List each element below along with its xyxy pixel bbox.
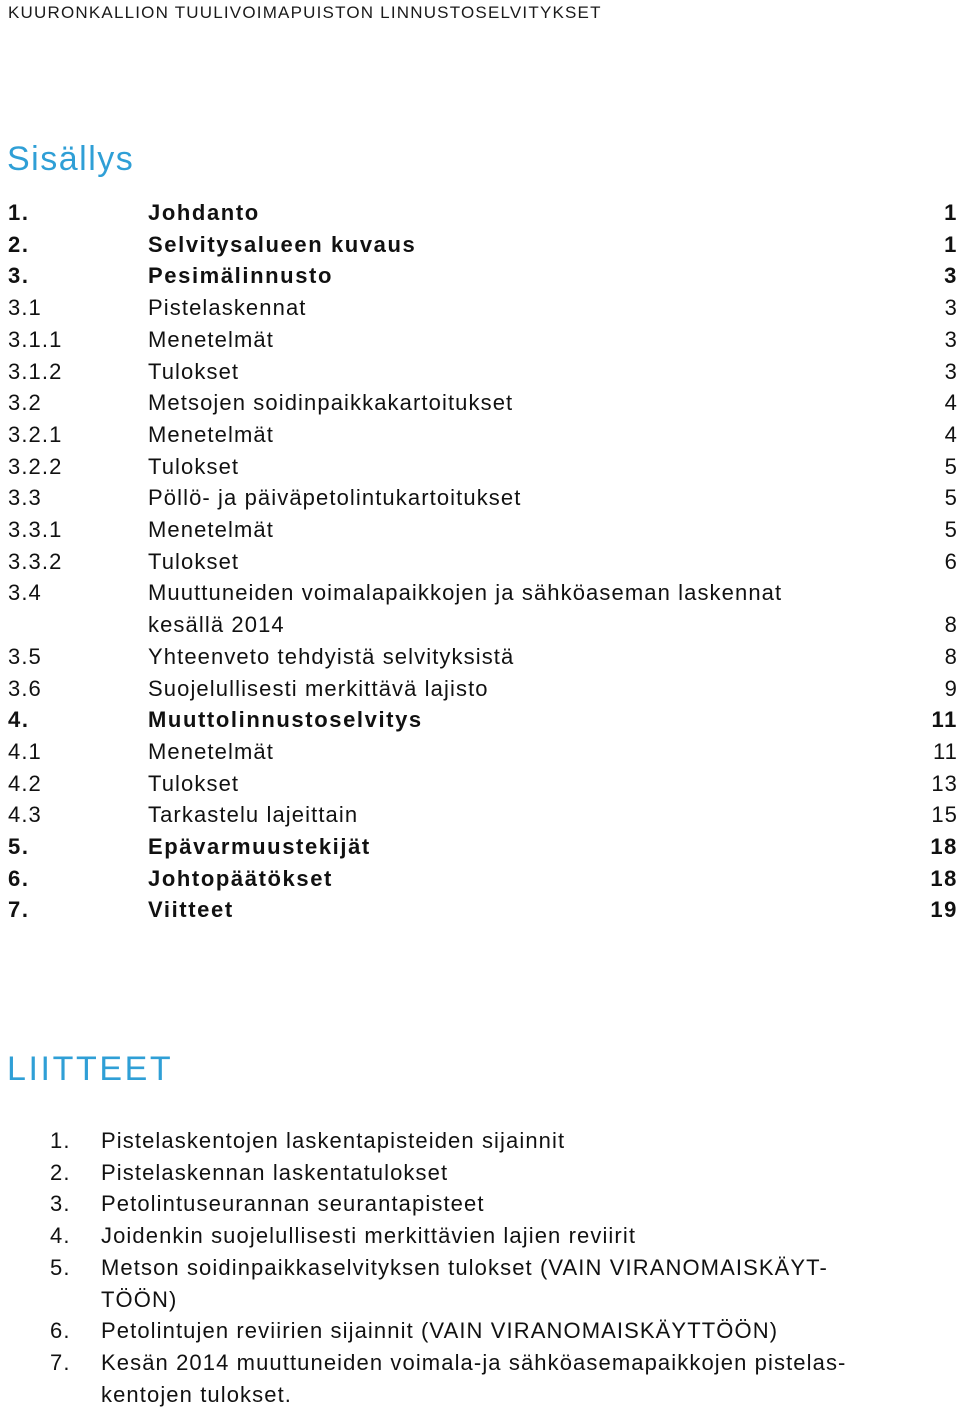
toc-entry[interactable] [8, 831, 958, 863]
appendix-title-line: Pistelaskennan laskentatulokset [101, 1159, 449, 1185]
toc-entry-number: 3.2 [8, 390, 42, 416]
toc-entry-title-line: Muuttolinnustoselvitys [148, 707, 423, 733]
toc-entry[interactable] [8, 419, 958, 451]
toc-entry-title [148, 482, 888, 514]
toc-entry-number: 3. [8, 263, 30, 289]
toc-entry-page: 5 [944, 517, 958, 543]
toc-entry[interactable] [8, 704, 958, 736]
toc-entry-page: 9 [944, 675, 958, 701]
toc-entry[interactable] [8, 863, 958, 895]
appendix-item[interactable] [50, 1252, 950, 1315]
toc-entry-title [148, 641, 888, 673]
toc-entry-page: 15 [931, 802, 958, 828]
toc-entry-number: 3.1 [8, 295, 42, 321]
toc-entry-number: 5. [8, 834, 30, 860]
appendix-title-line: Petolintuseurannan seurantapisteet [101, 1191, 485, 1217]
toc-entry-title-line: Pistelaskennat [148, 295, 307, 321]
toc-entry-title [148, 863, 888, 895]
appendix-title [101, 1125, 950, 1157]
appendix-title [101, 1315, 950, 1347]
toc-entry-title-line: Tulokset [148, 770, 240, 796]
toc-entry-title-line: Menetelmät [148, 421, 274, 447]
toc-entry-page: 3 [944, 295, 958, 321]
toc-entry-page: 19 [930, 897, 958, 923]
toc-entry-title-line: Suojelullisesti merkittävä lajisto [148, 675, 489, 701]
toc-entry[interactable] [8, 260, 958, 292]
toc-entry-number: 7. [8, 897, 30, 923]
toc-entry-title-line: Johtopäätökset [148, 865, 333, 891]
toc-entry-page: 11 [932, 738, 958, 764]
toc-entry-title-line: Johdanto [148, 200, 260, 225]
appendix-item[interactable] [50, 1220, 950, 1252]
toc-entry-number: 3.5 [8, 643, 42, 669]
toc-entry-title [148, 799, 888, 831]
toc-entry-title [148, 292, 888, 324]
toc-entry-title-line: Metsojen soidinpaikkakartoitukset [148, 390, 514, 416]
toc-entry-page: 8 [944, 612, 958, 638]
toc-entry-page: 1 [944, 231, 958, 257]
toc-entry-number: 3.2.1 [8, 421, 63, 447]
toc-entry-number: 1. [8, 200, 30, 225]
toc-entry-number: 3.1.1 [8, 326, 63, 352]
appendix-title [101, 1220, 950, 1252]
appendices-list [50, 1125, 950, 1410]
appendix-title [101, 1347, 950, 1410]
toc-entry[interactable] [8, 768, 958, 800]
toc-entry-title [148, 197, 888, 229]
appendix-item[interactable] [50, 1188, 950, 1220]
toc-entry-title-line: Pesimälinnusto [148, 263, 333, 289]
appendix-number: 2. [50, 1159, 71, 1185]
toc-entry[interactable] [8, 197, 958, 229]
toc-entry-number: 3.3.2 [8, 548, 63, 574]
toc-entry-page: 18 [930, 865, 958, 891]
appendix-title-line: Kesän 2014 muuttuneiden voimala-ja sähköasemapaikkojen pistelas- [101, 1349, 847, 1375]
toc-entry-title [148, 546, 888, 578]
toc-entry-title [148, 260, 888, 292]
toc-entry[interactable] [8, 577, 958, 640]
toc-entry-number: 4.1 [8, 738, 42, 764]
toc-entry-title [148, 673, 888, 705]
toc-entry-title [148, 831, 888, 863]
toc-entry-title [148, 704, 888, 736]
appendix-number: 6. [50, 1318, 71, 1344]
toc-entry-title [148, 229, 888, 261]
toc-entry-title-line: Tulokset [148, 548, 240, 574]
toc-entry-title-line: Menetelmät [148, 517, 274, 543]
appendix-item[interactable] [50, 1315, 950, 1347]
toc-entry-number: 4. [8, 707, 30, 733]
appendix-title-line: Petolintujen reviirien sijainnit (VAIN VIRANOMAISKÄYTTÖÖN) [101, 1318, 779, 1344]
appendix-number: 7. [50, 1349, 71, 1375]
toc-entry-number: 3.3 [8, 485, 42, 511]
toc-entry-title [148, 736, 888, 768]
toc-entry-title [148, 356, 888, 388]
toc-entry[interactable] [8, 736, 958, 768]
toc-entry[interactable] [8, 641, 958, 673]
toc-entry[interactable] [8, 451, 958, 483]
appendices-heading: LIITTEET [7, 1050, 174, 1088]
table-of-contents [8, 197, 958, 926]
toc-entry-title [148, 768, 888, 800]
running-header: KUURONKALLION TUULIVOIMAPUISTON LINNUSTOSELVITYKSET [8, 3, 602, 22]
toc-entry-title-line: Tarkastelu lajeittain [148, 802, 359, 828]
toc-entry-title-line: Viitteet [148, 897, 234, 923]
toc-entry-title-line: Tulokset [148, 358, 240, 384]
toc-entry-number: 4.2 [8, 770, 42, 796]
toc-entry-page: 5 [944, 485, 958, 511]
toc-heading: Sisällys [7, 140, 135, 178]
toc-entry-title-line: Pöllö- ja päiväpetolintukartoitukset [148, 485, 522, 511]
appendix-title-line: Joidenkin suojelullisesti merkittävien lajien reviirit [101, 1223, 637, 1249]
toc-entry-title [148, 324, 888, 356]
toc-entry-title [148, 577, 888, 640]
toc-entry[interactable] [8, 387, 958, 419]
toc-entry-page: 1 [944, 200, 958, 225]
toc-entry-page: 13 [931, 770, 958, 796]
appendix-number: 3. [50, 1191, 71, 1217]
toc-entry-number: 3.6 [8, 675, 42, 701]
toc-entry-page: 8 [944, 643, 958, 669]
toc-entry-title-line: Menetelmät [148, 326, 274, 352]
appendix-number: 5. [50, 1254, 71, 1280]
toc-entry-title-line: Menetelmät [148, 738, 274, 764]
toc-entry-title-line: Tulokset [148, 453, 240, 479]
appendix-title [101, 1157, 950, 1189]
appendix-title-line: Metson soidinpaikkaselvityksen tulokset (VAIN VIRANOMAISKÄYT- [101, 1254, 828, 1280]
appendix-title [101, 1252, 950, 1315]
toc-entry-number: 3.4 [8, 580, 42, 606]
toc-entry[interactable] [8, 229, 958, 261]
toc-entry-page: 3 [944, 358, 958, 384]
toc-entry[interactable] [8, 673, 958, 705]
toc-entry[interactable] [8, 292, 958, 324]
toc-entry-title-line: Epävarmuustekijät [148, 834, 371, 860]
toc-entry-number: 6. [8, 865, 30, 891]
toc-entry[interactable] [8, 514, 958, 546]
appendix-title-line: TÖÖN) [101, 1286, 178, 1312]
toc-entry-page: 18 [930, 834, 958, 860]
appendix-item[interactable] [50, 1347, 950, 1410]
toc-entry[interactable] [8, 356, 958, 388]
toc-entry-title [148, 451, 888, 483]
toc-entry-page: 4 [944, 421, 958, 447]
toc-entry-title-continuation: kesällä 2014 [148, 612, 285, 638]
appendix-number: 4. [50, 1223, 71, 1249]
toc-entry-title [148, 387, 888, 419]
toc-entry-title [148, 894, 888, 926]
toc-entry-page: 6 [944, 548, 958, 574]
toc-entry-page: 3 [944, 263, 958, 289]
appendix-title [101, 1188, 950, 1220]
toc-entry-title-line: Yhteenveto tehdyistä selvityksistä [148, 643, 515, 669]
toc-entry-title [148, 514, 888, 546]
toc-entry[interactable] [8, 546, 958, 578]
toc-entry[interactable] [8, 894, 958, 926]
toc-entry-page: 3 [944, 326, 958, 352]
toc-entry-page: 11 [931, 707, 958, 733]
toc-entry-page: 4 [944, 390, 958, 416]
toc-entry-title-line: Selvitysalueen kuvaus [148, 231, 417, 257]
appendix-item[interactable] [50, 1125, 950, 1157]
toc-entry-number: 4.3 [8, 802, 42, 828]
appendix-title-line: kentojen tulokset. [101, 1381, 293, 1407]
toc-entry-number: 3.2.2 [8, 453, 63, 479]
toc-entry-number: 3.1.2 [8, 358, 63, 384]
toc-entry[interactable] [8, 799, 958, 831]
toc-entry-number: 2. [8, 231, 30, 257]
toc-entry-page: 5 [944, 453, 958, 479]
toc-entry-number: 3.3.1 [8, 517, 63, 543]
appendix-item[interactable] [50, 1157, 950, 1189]
toc-entry-title-line: Muuttuneiden voimalapaikkojen ja sähköaseman laskennat [148, 580, 783, 606]
toc-entry[interactable] [8, 482, 958, 514]
toc-entry[interactable] [8, 324, 958, 356]
appendix-number: 1. [50, 1128, 71, 1153]
toc-entry-title [148, 419, 888, 451]
appendix-title-line: Pistelaskentojen laskentapisteiden sijainnit [101, 1128, 566, 1153]
